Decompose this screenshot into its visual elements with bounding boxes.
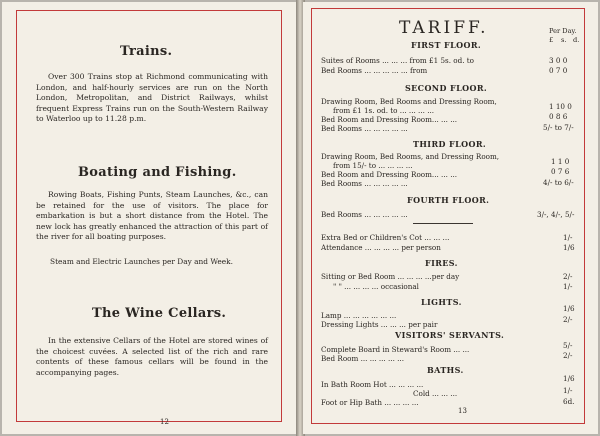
baths-heading: BATHS. bbox=[427, 365, 464, 375]
servants-complete-board-price: 5/- bbox=[563, 341, 573, 350]
launches-note: Steam and Electric Launches per Day and Week. bbox=[50, 257, 233, 266]
wine-cellars-heading: The Wine Cellars. bbox=[92, 306, 227, 321]
baths-hot: In Bath Room Hot ... ... ... ... bbox=[321, 380, 424, 389]
first-floor-suites: Suites of Rooms ... ... ... from £1 5s. od. to bbox=[321, 56, 475, 65]
tariff-title: TARIFF. bbox=[399, 18, 489, 38]
servants-complete-board: Complete Board in Steward's Room ... ... bbox=[321, 345, 470, 354]
wine-cellars-text: In the extensive Cellars of the Hotel are stored wines of the choicest cuvées. A selected list of the rich and rare contents of these famous cellars will be found in the accompanying pages. bbox=[36, 336, 268, 377]
third-floor-drawing-room-price: 1 1 0 bbox=[551, 157, 570, 166]
boating-paragraph bbox=[36, 190, 268, 243]
fires-sitting-bed-room-price: 2/- bbox=[563, 272, 573, 281]
second-floor-bedrooms-price: 5/- to 7/- bbox=[543, 123, 574, 132]
third-floor-bed-dressing: Bed Room and Dressing Room... ... ... bbox=[321, 170, 458, 179]
baths-hot-price: 1/6 bbox=[563, 374, 575, 383]
fourth-floor-bedrooms-price: 3/-, 4/-, 5/- bbox=[537, 210, 575, 219]
first-floor-bedrooms-price: 0 7 0 bbox=[549, 66, 568, 75]
fires-heading: FIRES. bbox=[425, 258, 458, 268]
visitors-servants-heading: VISITORS' SERVANTS. bbox=[395, 330, 505, 340]
lights-dressing-price: 2/- bbox=[563, 315, 573, 324]
fourth-floor-heading: FOURTH FLOOR. bbox=[407, 195, 490, 205]
attendance-price: 1/6 bbox=[563, 243, 575, 252]
boating-text: Rowing Boats, Fishing Punts, Steam Launches, &c., can be retained for the use of visitors. The place for embarkation is but a short distance from the Hotel. The new lock has greatly enhanced the attraction of this part of the river for all boating purposes. bbox=[36, 190, 268, 242]
fourth-floor-bedrooms: Bed Rooms ... ... ... ... ... bbox=[321, 210, 408, 219]
second-floor-bedrooms: Bed Rooms ... ... ... ... ... bbox=[321, 124, 408, 133]
extra-bed-cot: Extra Bed or Children's Cot ... ... ... bbox=[321, 233, 450, 242]
second-floor-drawing-room: Drawing Room, Bed Rooms and Dressing Room, bbox=[321, 97, 497, 106]
third-floor-bedrooms: Bed Rooms ... ... ... ... ... bbox=[321, 179, 408, 188]
baths-foot-hip-price: 6d. bbox=[563, 397, 575, 406]
section-divider bbox=[413, 223, 473, 224]
lights-lamp: Lamp ... ... ... ... ... ... bbox=[321, 311, 397, 320]
third-floor-heading: THIRD FLOOR. bbox=[413, 139, 487, 149]
extra-bed-cot-price: 1/- bbox=[563, 233, 573, 242]
per-day-label: Per Day. bbox=[549, 27, 577, 35]
trains-heading: Trains. bbox=[120, 44, 173, 59]
lights-lamp-price: 1/6 bbox=[563, 304, 575, 313]
third-floor-drawing-room-from: from 15/- to ... ... ... ... bbox=[333, 161, 413, 170]
boating-heading: Boating and Fishing. bbox=[78, 165, 237, 180]
third-floor-bedrooms-price: 4/- to 6/- bbox=[543, 178, 574, 187]
fires-sitting-bed-room: Sitting or Bed Room ... ... ... ...per day bbox=[321, 272, 460, 281]
second-floor-drawing-room-price: 1 10 0 bbox=[549, 102, 572, 111]
fires-occasional: " " ... ... ... ... occasional bbox=[333, 282, 419, 291]
second-floor-heading: SECOND FLOOR. bbox=[405, 83, 488, 93]
wine-cellars-paragraph bbox=[36, 336, 268, 378]
servants-bed-room-price: 2/- bbox=[563, 351, 573, 360]
second-floor-bed-dressing: Bed Room and Dressing Room... ... ... bbox=[321, 115, 458, 124]
currency-pounds: £ bbox=[549, 36, 554, 44]
right-page bbox=[303, 2, 598, 434]
third-floor-drawing-room: Drawing Room, Bed Rooms, and Dressing Room, bbox=[321, 152, 500, 161]
baths-cold: Cold ... ... ... bbox=[413, 389, 458, 398]
baths-cold-price: 1/- bbox=[563, 386, 573, 395]
lights-dressing: Dressing Lights ... ... ... per pair bbox=[321, 320, 438, 329]
attendance: Attendance ... ... ... ... per person bbox=[321, 243, 441, 252]
currency-pence: d. bbox=[573, 36, 580, 44]
second-floor-drawing-room-from: from £1 1s. od. to ... ... ... ... bbox=[333, 106, 435, 115]
page-number-12: 12 bbox=[160, 418, 169, 426]
page-number-13: 13 bbox=[458, 407, 467, 415]
first-floor-suites-price: 3 0 0 bbox=[549, 56, 568, 65]
first-floor-heading: FIRST FLOOR. bbox=[411, 40, 482, 50]
trains-text: Over 300 Trains stop at Richmond communicating with London, and half-hourly services are run on the North London, Metropolitan, and District Railways, whilst frequent Express Trains run on the South-Western Railway to Waterloo up to 11.28 p.m. bbox=[36, 72, 268, 124]
baths-foot-hip: Foot or Hip Bath ... ... ... ... bbox=[321, 398, 419, 407]
trains-paragraph bbox=[36, 72, 268, 125]
fires-occasional-price: 1/- bbox=[563, 282, 573, 291]
lights-heading: LIGHTS. bbox=[421, 297, 462, 307]
currency-shillings: s. bbox=[561, 36, 567, 44]
third-floor-bed-dressing-price: 0 7 6 bbox=[551, 167, 570, 176]
servants-bed-room: Bed Room ... ... ... ... ... bbox=[321, 354, 404, 363]
first-floor-bedrooms: Bed Rooms ... ... ... ... ... from bbox=[321, 66, 428, 75]
second-floor-bed-dressing-price: 0 8 6 bbox=[549, 112, 568, 121]
left-page bbox=[2, 2, 298, 434]
